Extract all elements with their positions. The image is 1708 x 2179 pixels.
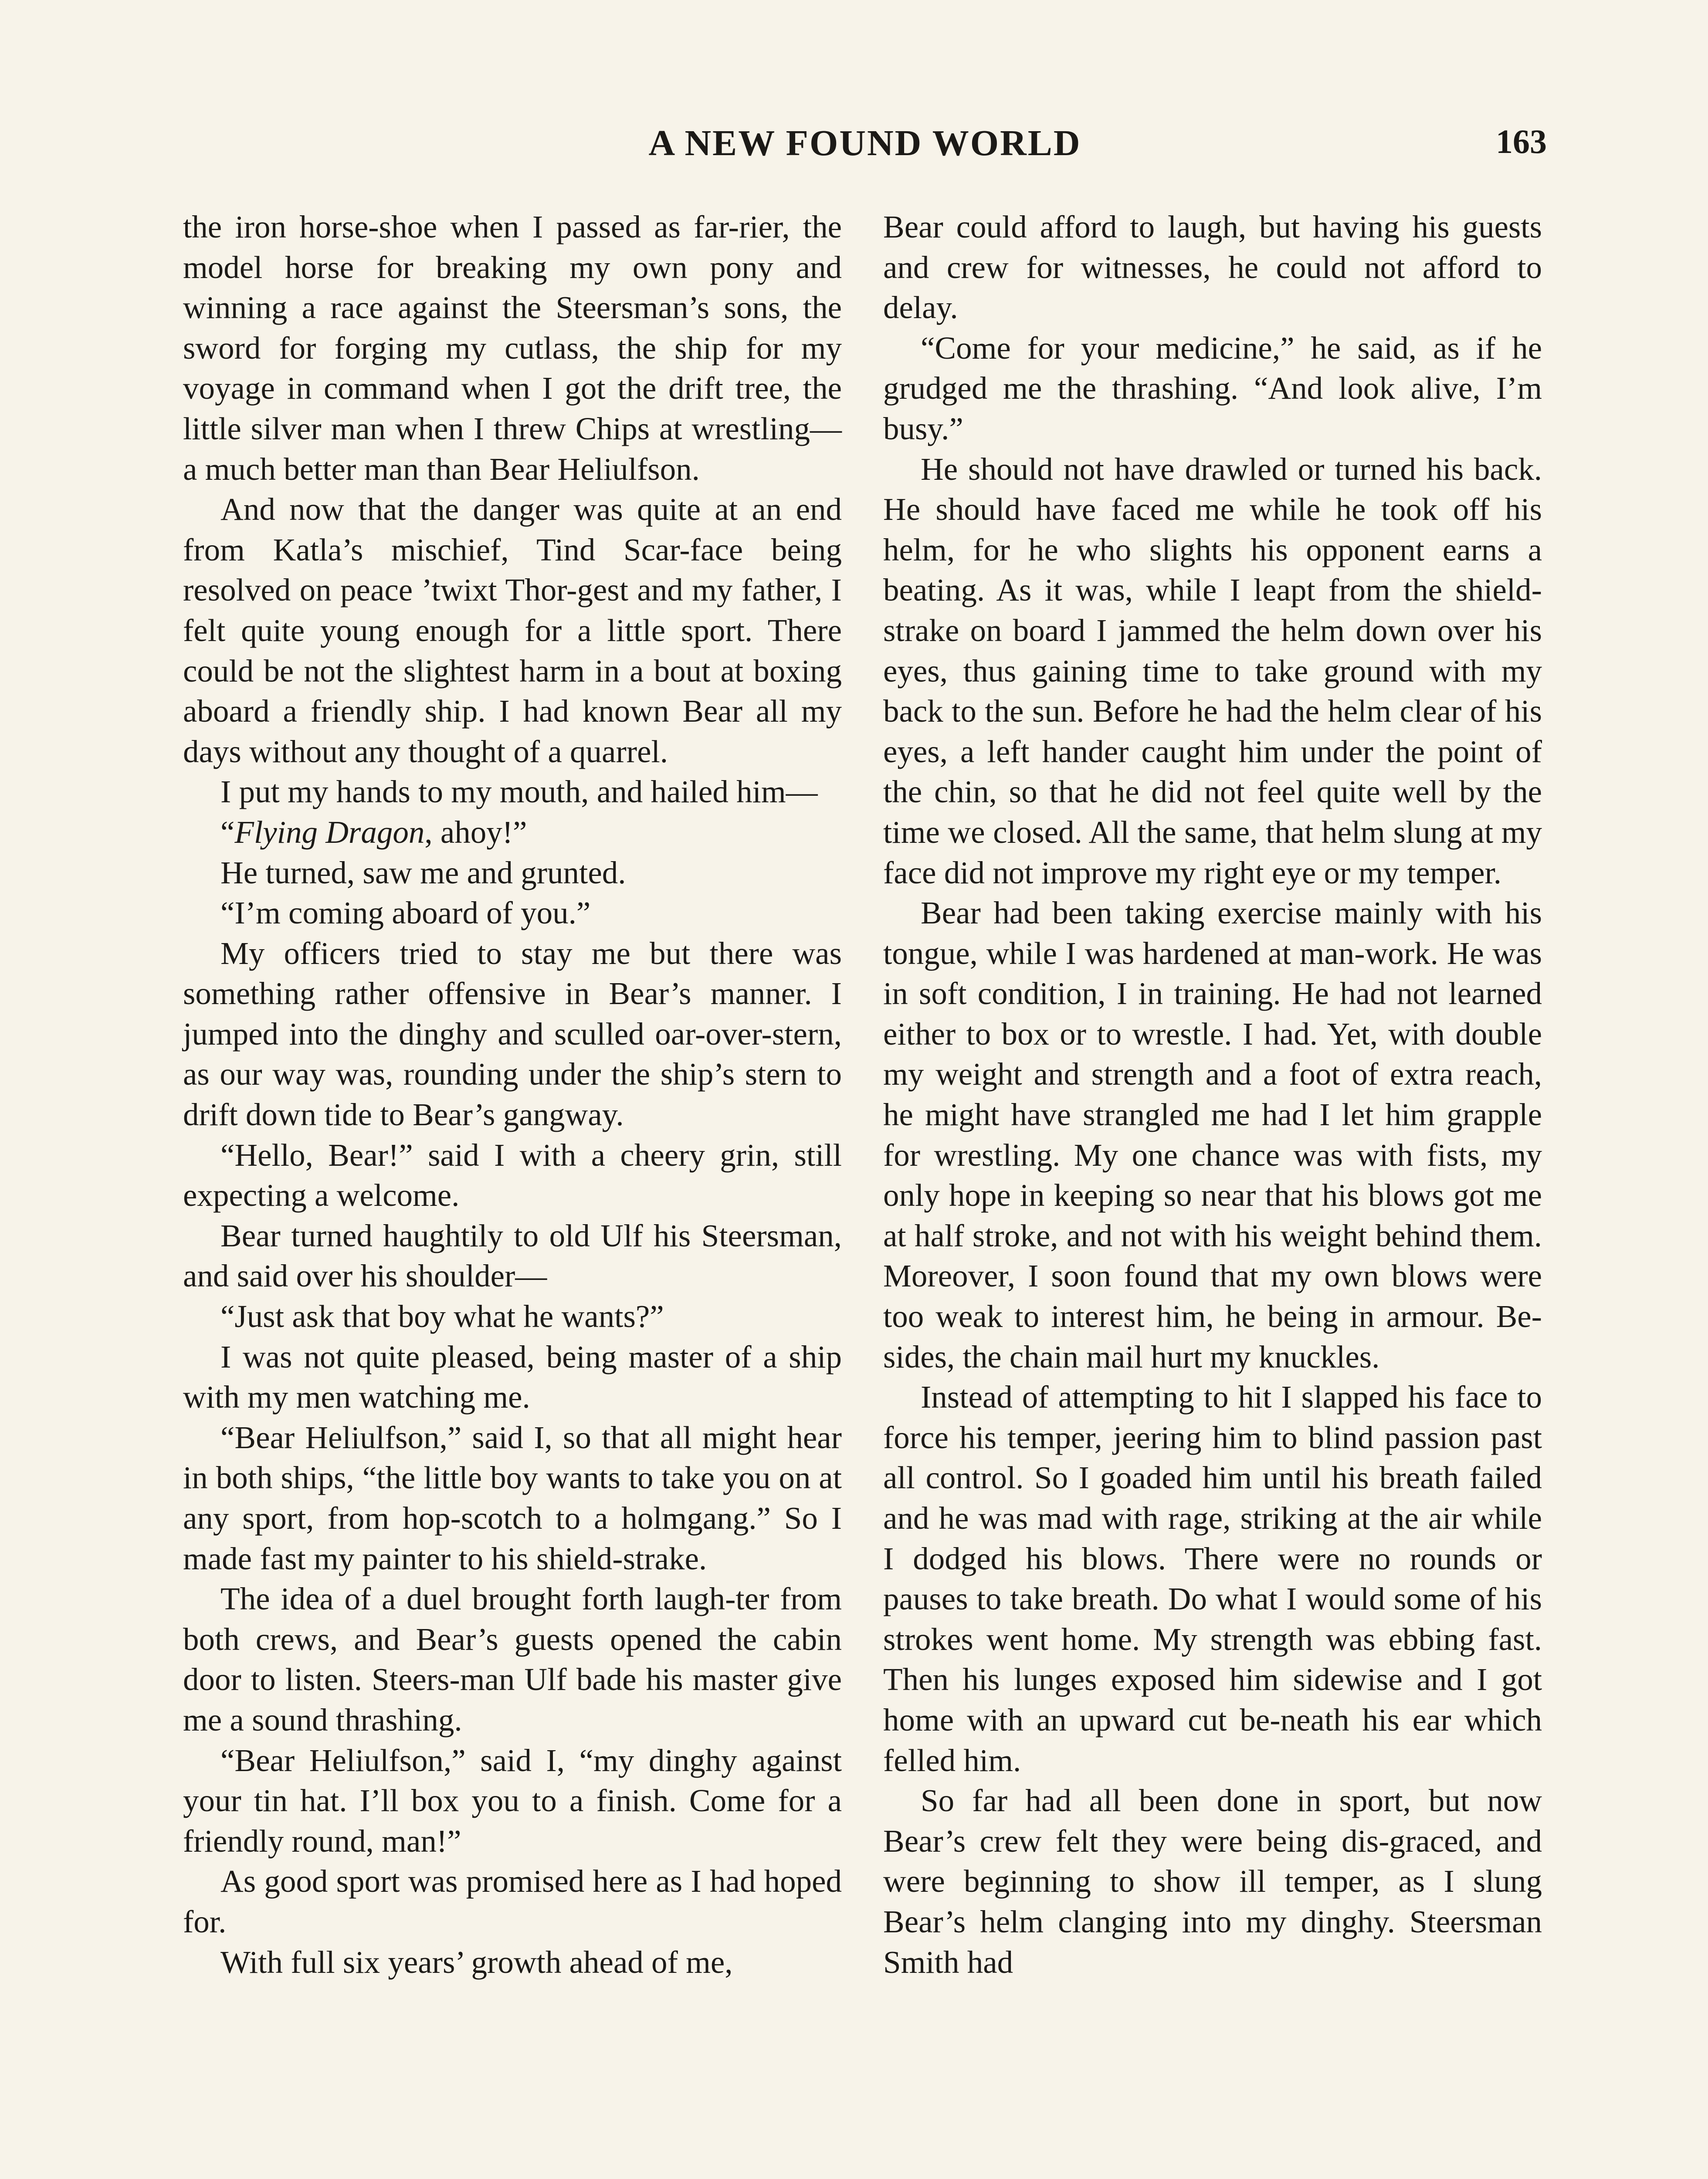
paragraph: Bear could afford to laugh, but having his guests and crew for witnesses, he could not afford to delay.: [883, 209, 1542, 326]
paragraph: The idea of a duel brought forth laugh-ter from both crews, and Bear’s guests opened the cabin door to listen. Steers-man Ulf bade his master give me a sound thrashing.: [183, 1581, 842, 1738]
paragraph: “I’m coming aboard of you.”: [220, 895, 591, 931]
right-column: [883, 207, 1542, 1982]
ship-name: Flying Dragon: [234, 814, 425, 850]
paragraph: As good sport was promised here as I had hoped for.: [183, 1863, 842, 1939]
paragraph: “Come for your medicine,” he said, as if he grudged me the thrashing. “And look alive, I’m busy.”: [883, 330, 1542, 446]
paragraph: Bear had been taking exercise mainly with his tongue, while I was hardened at man-work. He was in soft condition, I in training. He had not learned either to box or to wrestle. I had. Yet, with double my weight and strength and a foot of extra reach, he might have strangled me had I let him grapple for wrestling. My one chance was with fists, my only hope in keeping so near that his blows got me at half stroke, and not with his weight behind them. Moreover, I soon found that my own blows were too weak to interest him, he being in armour. Be-sides, the chain mail hurt my knuckles.: [883, 895, 1542, 1375]
paragraph: I was not quite pleased, being master of a ship with my men watching me.: [183, 1339, 842, 1415]
page-title: A NEW FOUND WORLD: [648, 123, 1081, 163]
paragraph: He should not have drawled or turned his back. He should have faced me while he took off his helm, for he who slights his opponent earns a beating. As it was, while I leapt from the shield-strake on board I jammed the helm down over his eyes, thus gaining time to take ground with my back to the sun. Before he had the helm clear of his eyes, a left hander caught him under the point of the chin, so that he did not feel quite well by the time we closed. All the same, that helm slung at my face did not improve my right eye or my temper.: [883, 451, 1542, 890]
quote-rest: , ahoy!”: [424, 814, 527, 850]
paragraph: “Just ask that boy what he wants?”: [220, 1299, 664, 1334]
paragraph: “Hello, Bear!” said I with a cheery grin, still expecting a welcome.: [183, 1137, 842, 1213]
running-header: [183, 122, 1547, 170]
left-column: [183, 207, 842, 1982]
paragraph: “Bear Heliulfson,” said I, “my dinghy against your tin hat. I’ll box you to a finish. Come for a friendly round, man!”: [183, 1742, 842, 1859]
paragraph: With full six years’ growth ahead of me,: [220, 1944, 733, 1980]
paragraph: Instead of attempting to hit I slapped his face to force his temper, jeering him to blind passion past all control. So I goaded him until his breath failed and he was mad with rage, striking at the air while I dodged his blows. There were no rounds or pauses to take breath. Do what I would some of his strokes went home. My strength was ebbing fast. Then his lunges exposed him sidewise and I got home with an upward cut be-neath his ear which felled him.: [883, 1379, 1542, 1778]
paragraph: the iron horse-shoe when I passed as far-rier, the model horse for breaking my own pony and winning a race against the Steersman’s sons, the sword for forging my cutlass, the ship for my voyage in command when I got the drift tree, the little silver man when I threw Chips at wrestling—a much better man than Bear Heliulfson.: [183, 209, 842, 487]
page-number: 163: [1496, 122, 1547, 160]
paragraph: I put my hands to my mouth, and hailed him—: [220, 774, 818, 810]
quote-open: “: [220, 814, 235, 850]
paragraph: So far had all been done in sport, but now Bear’s crew felt they were being dis-graced, and were beginning to show ill temper, as I slung Bear’s helm clanging into my dinghy. Steersman Smith had: [883, 1783, 1542, 1980]
paragraph: He turned, saw me and grunted.: [220, 855, 626, 890]
paragraph: “Bear Heliulfson,” said I, so that all might hear in both ships, “the little boy wants to take you on at any sport, from hop-scotch to a holmgang.” So I made fast my painter to his shield-strake.: [183, 1419, 842, 1576]
paragraph: Bear turned haughtily to old Ulf his Steersman, and said over his shoulder—: [183, 1218, 842, 1294]
paragraph: [183, 812, 842, 853]
paragraph: And now that the danger was quite at an end from Katla’s mischief, Tind Scar-face being resolved on peace ’twixt Thor-gest and my father, I felt quite young enough for a little sport. There could be not the slightest harm in a bout at boxing aboard a friendly ship. I had known Bear all my days without any thought of a quarrel.: [183, 492, 842, 769]
paragraph: My officers tried to stay me but there was something rather offensive in Bear’s manner. I jumped into the dinghy and sculled oar-over-stern, as our way was, rounding under the ship’s stern to drift down tide to Bear’s gangway.: [183, 935, 842, 1133]
